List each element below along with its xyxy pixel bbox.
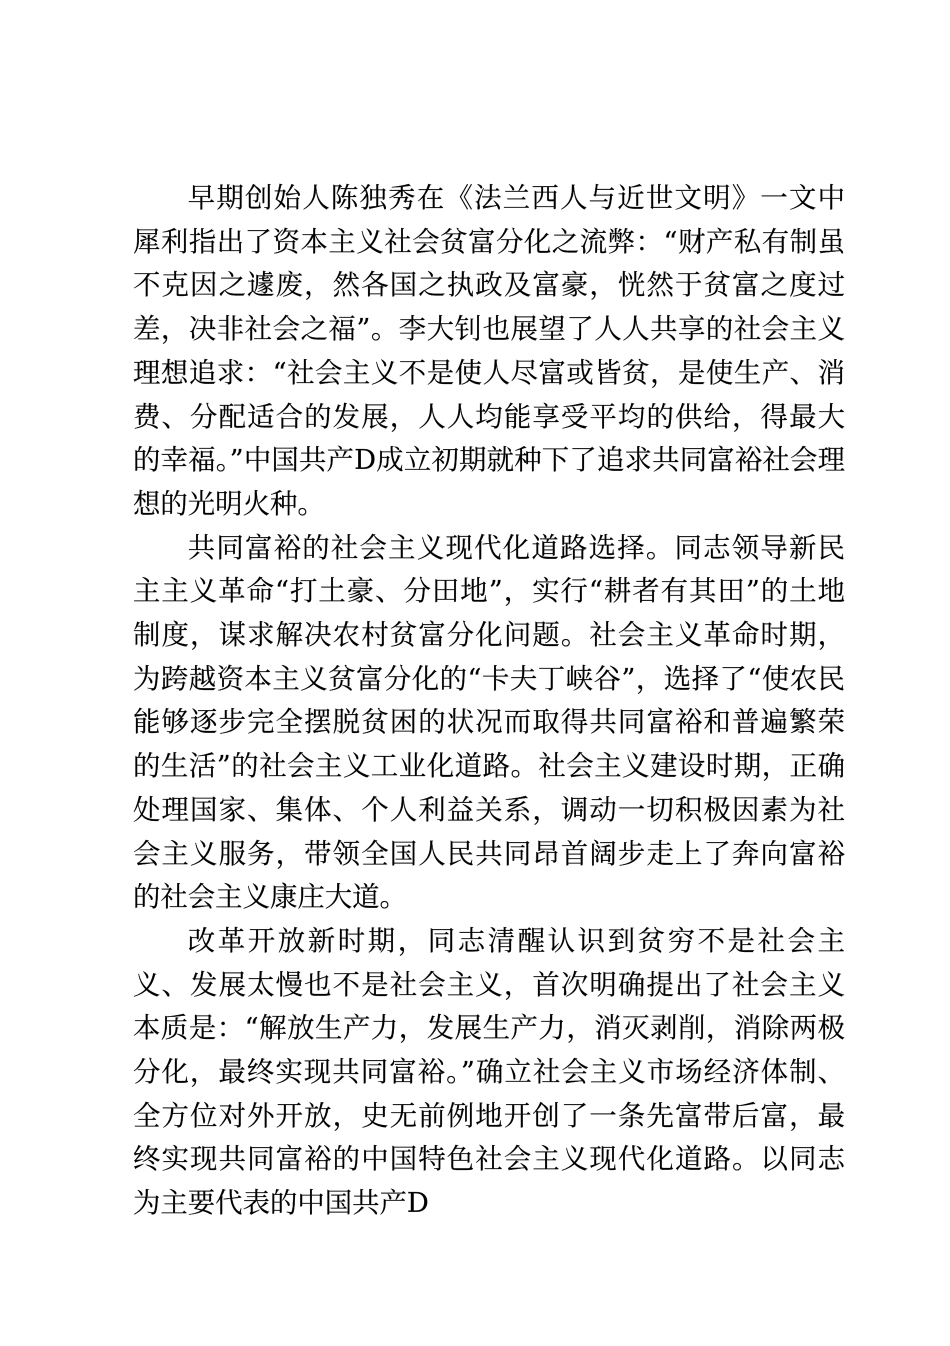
- paragraph-reform-opening: 改革开放新时期，同志清醒认识到贫穷不是社会主义、发展太慢也不是社会主义，首次明确提出了社会主义本质是：“解放生产力，发展生产力，消灭剥削，消除两极分化，最终实现共同富裕。”确立社会主义市场经济体制、全方位对外开放，史无前例地开创了一条先富带后富，最终实现共同富裕的中国特色社会主义现代化道路。以同志为主要代表的中国共产D: [133, 925, 845, 1220]
- paragraph-socialist-modernization-path: 共同富裕的社会主义现代化道路选择。同志领导新民主主义革命“打土豪、分田地”，实行“耕者有其田”的土地制度，谋求解决农村贫富分化问题。社会主义革命时期，为跨越资本主义贫富分化的“卡夫丁峡谷”，选择了“使农民能够逐步完全摆脱贫困的状况而取得共同富裕和普遍繁荣的生活”的社会主义工业化道路。社会主义建设时期，正确处理国家、集体、个人利益关系，调动一切积极因素为社会主义服务，带领全国人民共同昂首阔步走上了奔向富裕的社会主义康庄大道。: [133, 532, 845, 914]
- document-text-body: [133, 177, 845, 1226]
- paragraph-early-founders: 早期创始人陈独秀在《法兰西人与近世文明》一文中犀利指出了资本主义社会贫富分化之流弊：“财产私有制虽不克因之遽废，然各国之执政及富豪，恍然于贫富之度过差，决非社会之福”。李大钊也展望了人人共享的社会主义理想追求：“社会主义不是使人尽富或皆贫，是使生产、消费、分配适合的发展，人人均能享受平均的供给，得最大的幸福。”中国共产D成立初期就种下了追求共同富裕社会理想的光明火种。: [133, 183, 845, 520]
